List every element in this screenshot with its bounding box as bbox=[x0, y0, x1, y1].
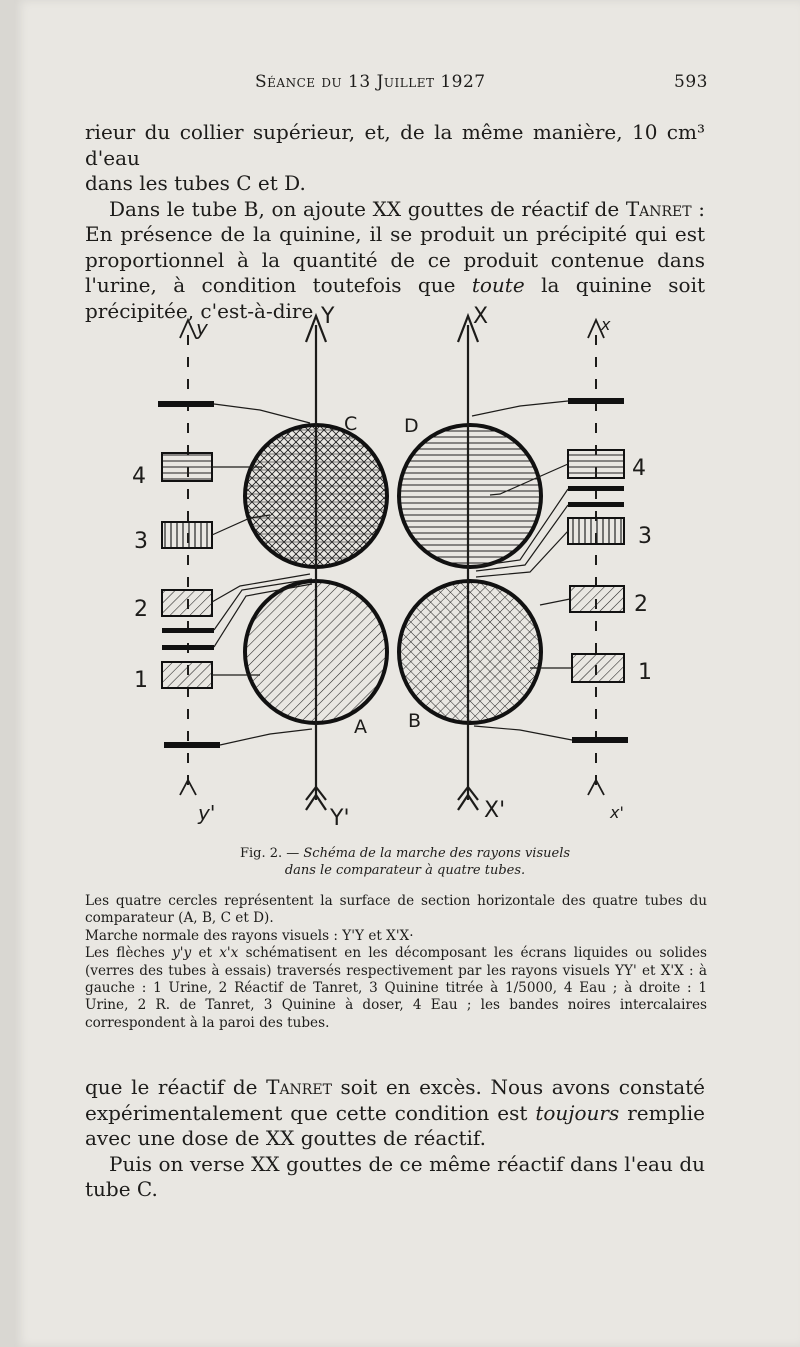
figure-legend bbox=[85, 893, 707, 1032]
figure-caption bbox=[195, 845, 615, 879]
emphasis: y'y bbox=[172, 945, 192, 962]
wall-bar bbox=[162, 645, 214, 650]
screen-water-left bbox=[162, 453, 212, 481]
wall-bar bbox=[568, 486, 624, 491]
label-right-2: 2 bbox=[634, 592, 648, 617]
text-run: schématisent en les décomposant les écrans liquides ou solides (verres des tubes à essais) traversés respectivement par les rayons visuels YY' et X'X : à gauche : 1 Urine, 2 Réactif de Tanret, 3 Quinine titrée à 1/5000, 4 Eau ; à droite : 1 Urine, 2 R. de Tanret, 3 Quinine à doser, 4 Eau ; les bandes noires intercalaires correspondent à la paroi des tubes. bbox=[85, 945, 707, 1031]
wall-bar bbox=[158, 401, 214, 407]
text-block-bottom bbox=[85, 1075, 705, 1203]
screen-quinine-left bbox=[162, 522, 212, 548]
label-small-x-prime: x' bbox=[610, 803, 624, 822]
text-run: que le réactif de bbox=[85, 1075, 258, 1099]
label-Y: Y bbox=[321, 304, 335, 329]
paragraph-continuation bbox=[85, 120, 705, 197]
label-tube-B: B bbox=[408, 710, 422, 732]
figure-labels bbox=[132, 304, 652, 830]
legend-paragraph bbox=[85, 945, 707, 1032]
text-run: Dans le tube B, on ajoute XX gouttes de réactif de bbox=[109, 196, 620, 221]
caption-line: dans le comparateur à quatre tubes. bbox=[284, 863, 526, 878]
side-axes bbox=[188, 335, 596, 785]
author-name: Tanret bbox=[266, 1075, 332, 1099]
screen-water-right bbox=[568, 450, 624, 478]
label-small-y: y bbox=[196, 316, 208, 340]
caption-line: — Schéma de la marche des rayons visuels bbox=[286, 846, 571, 861]
label-tube-A: A bbox=[354, 716, 367, 738]
emphasis: x'x bbox=[219, 945, 239, 962]
screen-urine-right bbox=[572, 654, 624, 682]
text-run: soit en excès. Nous avons constaté expérimentalement que cette condition est bbox=[85, 1075, 705, 1125]
page-number: 593 bbox=[674, 72, 708, 92]
screen-urine-left bbox=[162, 662, 212, 688]
wall-bar bbox=[572, 737, 628, 743]
label-X-prime: X' bbox=[484, 798, 506, 823]
label-Y-prime: Y' bbox=[330, 806, 350, 830]
paragraph bbox=[85, 1075, 705, 1152]
label-left-3: 3 bbox=[134, 529, 148, 554]
author-name: Tanret bbox=[625, 196, 692, 221]
wall-bar bbox=[568, 502, 624, 507]
right-screens bbox=[568, 398, 628, 743]
label-small-x: x bbox=[601, 315, 611, 334]
text-run: Les flèches bbox=[85, 945, 165, 962]
wall-bar bbox=[162, 628, 214, 633]
text-line: dans les tubes C et D. bbox=[85, 171, 306, 195]
label-X: X bbox=[473, 304, 489, 329]
text-run: remplie avec une dose de XX gouttes de réactif. bbox=[85, 1100, 705, 1150]
label-left-1: 1 bbox=[134, 668, 148, 693]
screen-reagent-left bbox=[162, 590, 212, 616]
wall-bar bbox=[568, 398, 624, 404]
paragraph: Puis on verse XX gouttes de ce même réactif dans l'eau du tube C. bbox=[85, 1151, 705, 1201]
label-right-4: 4 bbox=[632, 456, 646, 481]
screen-reagent-right bbox=[570, 586, 624, 612]
figure-diagram bbox=[0, 290, 800, 830]
tube-circle-d bbox=[399, 425, 541, 567]
text-run: et bbox=[198, 945, 212, 962]
emphasis: toute bbox=[471, 273, 525, 297]
label-left-4: 4 bbox=[132, 464, 146, 489]
label-tube-D: D bbox=[404, 415, 419, 437]
legend-paragraph: Marche normale des rayons visuels : Y'Y et X'X· bbox=[85, 927, 414, 944]
legend-paragraph: Les quatre cercles représentent la surface de section horizontale des quatre tubes du comparateur (A, B, C et D). bbox=[85, 893, 707, 927]
label-left-2: 2 bbox=[134, 597, 148, 622]
text-line: rieur du collier supérieur, et, de la même manière, 10 cm³ d'eau bbox=[85, 120, 705, 170]
header-title: Séance du 13 Juillet 1927 bbox=[255, 72, 486, 92]
screen-quinine-right bbox=[568, 518, 624, 544]
figure-number: Fig. 2. bbox=[239, 846, 283, 861]
label-tube-C: C bbox=[344, 413, 358, 435]
emphasis: toujours bbox=[535, 1100, 620, 1125]
text-run: : En présence de la quinine, il se produit un précipité qui est proportionnel à la quantité de ce produit contenue dans l'urine, à condition toutefois que bbox=[85, 196, 706, 297]
running-header bbox=[0, 72, 800, 96]
label-right-1: 1 bbox=[638, 660, 652, 685]
tube-circle-b bbox=[399, 581, 541, 723]
label-right-3: 3 bbox=[638, 524, 652, 549]
label-small-y-prime: y' bbox=[198, 801, 216, 825]
wall-bar bbox=[164, 742, 220, 748]
text-run: la quinine soit précipitée, c'est-à-dire bbox=[85, 273, 706, 323]
